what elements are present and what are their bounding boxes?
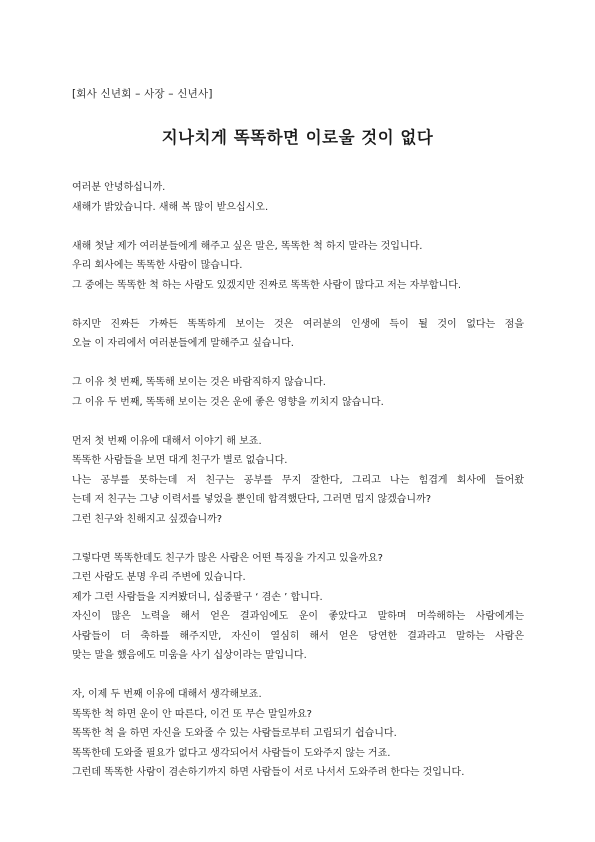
text-line: 똑똑한 척 을 하면 자신을 도와줄 수 있는 사람들로부터 고립되기 쉽습니다. bbox=[72, 728, 397, 739]
paragraph bbox=[72, 178, 524, 217]
text-line: 그런 친구와 친해지고 싶겠습니까? bbox=[72, 513, 223, 525]
text-line: 새해가 밝았습니다. 새해 복 많이 받으십시오. bbox=[72, 201, 269, 213]
paragraph bbox=[72, 237, 524, 296]
text-line: 그런 사람도 분명 우리 주변에 있습니다. bbox=[72, 572, 246, 583]
paragraph bbox=[72, 315, 524, 354]
text-line: 똑똑한 사람들을 보면 대게 친구가 별로 없습니다. bbox=[72, 455, 288, 466]
text-line: 똑똑한데 도와줄 필요가 없다고 생각되어서 사람들이 도와주지 않는 거죠. bbox=[72, 747, 391, 759]
text-line: 자신이 많은 노력을 해서 얻은 결과임에도 운이 좋았다고 말하며 머쓱해하는 사람에게는 bbox=[72, 611, 524, 622]
paragraph bbox=[72, 549, 524, 666]
text-line: 그 이유 첫 번째, 똑똑해 보이는 것은 바람직하지 않습니다. bbox=[72, 377, 326, 388]
speech-body bbox=[72, 178, 524, 783]
text-line: 하지만 진짜든 가짜든 똑똑하게 보이는 것은 여러분의 인생에 득이 될 것이 없다는 점을 bbox=[72, 318, 524, 330]
text-line: 그 이유 두 번째, 똑똑해 보이는 것은 운에 좋은 영향을 끼치지 않습니다. bbox=[72, 396, 384, 408]
text-line: 그렇다면 똑똑한데도 친구가 많은 사람은 어떤 특징을 가지고 있을까요? bbox=[72, 552, 383, 564]
text-line: 먼저 첫 번째 이유에 대해서 이야기 해 보죠. bbox=[72, 435, 262, 447]
text-line: 그런데 똑똑한 사람이 겸손하기까지 하면 사람들이 서로 나서서 도와주려 한다는 것입니다. bbox=[72, 767, 465, 778]
text-line: 새해 첫날 제가 여러분들에게 해주고 싶은 말은, 똑똑한 척 하지 말라는 것입니다. bbox=[72, 240, 423, 252]
text-line: 자, 이제 두 번째 이유에 대해서 생각해보죠. bbox=[72, 689, 262, 700]
event-label: [회사 신년회 – 사장 – 신년사] bbox=[72, 88, 213, 100]
text-line: 똑똑한 척 하면 운이 안 따른다, 이건 또 무슨 말일까요? bbox=[72, 708, 312, 720]
text-line: 사람들이 더 축하를 해주지만, 자신이 열심히 해서 얻은 당연한 결과라고 말하는 사람은 bbox=[72, 630, 524, 642]
document-title: 지나치게 똑똑하면 이로울 것이 없다 bbox=[161, 128, 434, 147]
text-line: 제가 그런 사람들을 지켜봤더니, 십중팔구 ‘ 겸손 ’ 합니다. bbox=[72, 591, 323, 603]
text-line: 우리 회사에는 똑똑한 사람이 많습니다. bbox=[72, 260, 243, 271]
text-line: 맞는 말을 했음에도 미움을 사기 십상이라는 말입니다. bbox=[72, 650, 307, 661]
paragraph bbox=[72, 685, 524, 783]
text-line: 나는 공부를 못하는데 저 친구는 공부를 무지 잘한다, 그리고 나는 힘겹게 회사에 들어왔 bbox=[72, 474, 524, 486]
text-line: 오늘 이 자리에서 여러분들에게 말해주고 싶습니다. bbox=[72, 338, 294, 349]
paragraph bbox=[72, 373, 524, 412]
paragraph bbox=[72, 432, 524, 530]
text-line: 그 중에는 똑똑한 척 하는 사람도 있겠지만 진짜로 똑똑한 사람이 많다고 저는 자부합니다. bbox=[72, 279, 462, 291]
text-line: 는데 저 친구는 그냥 이력서를 넣었을 뿐인데 합격했단다, 그러면 밉지 않겠습니까? bbox=[72, 494, 432, 505]
text-line: 여러분 안녕하십니까. bbox=[72, 182, 166, 193]
